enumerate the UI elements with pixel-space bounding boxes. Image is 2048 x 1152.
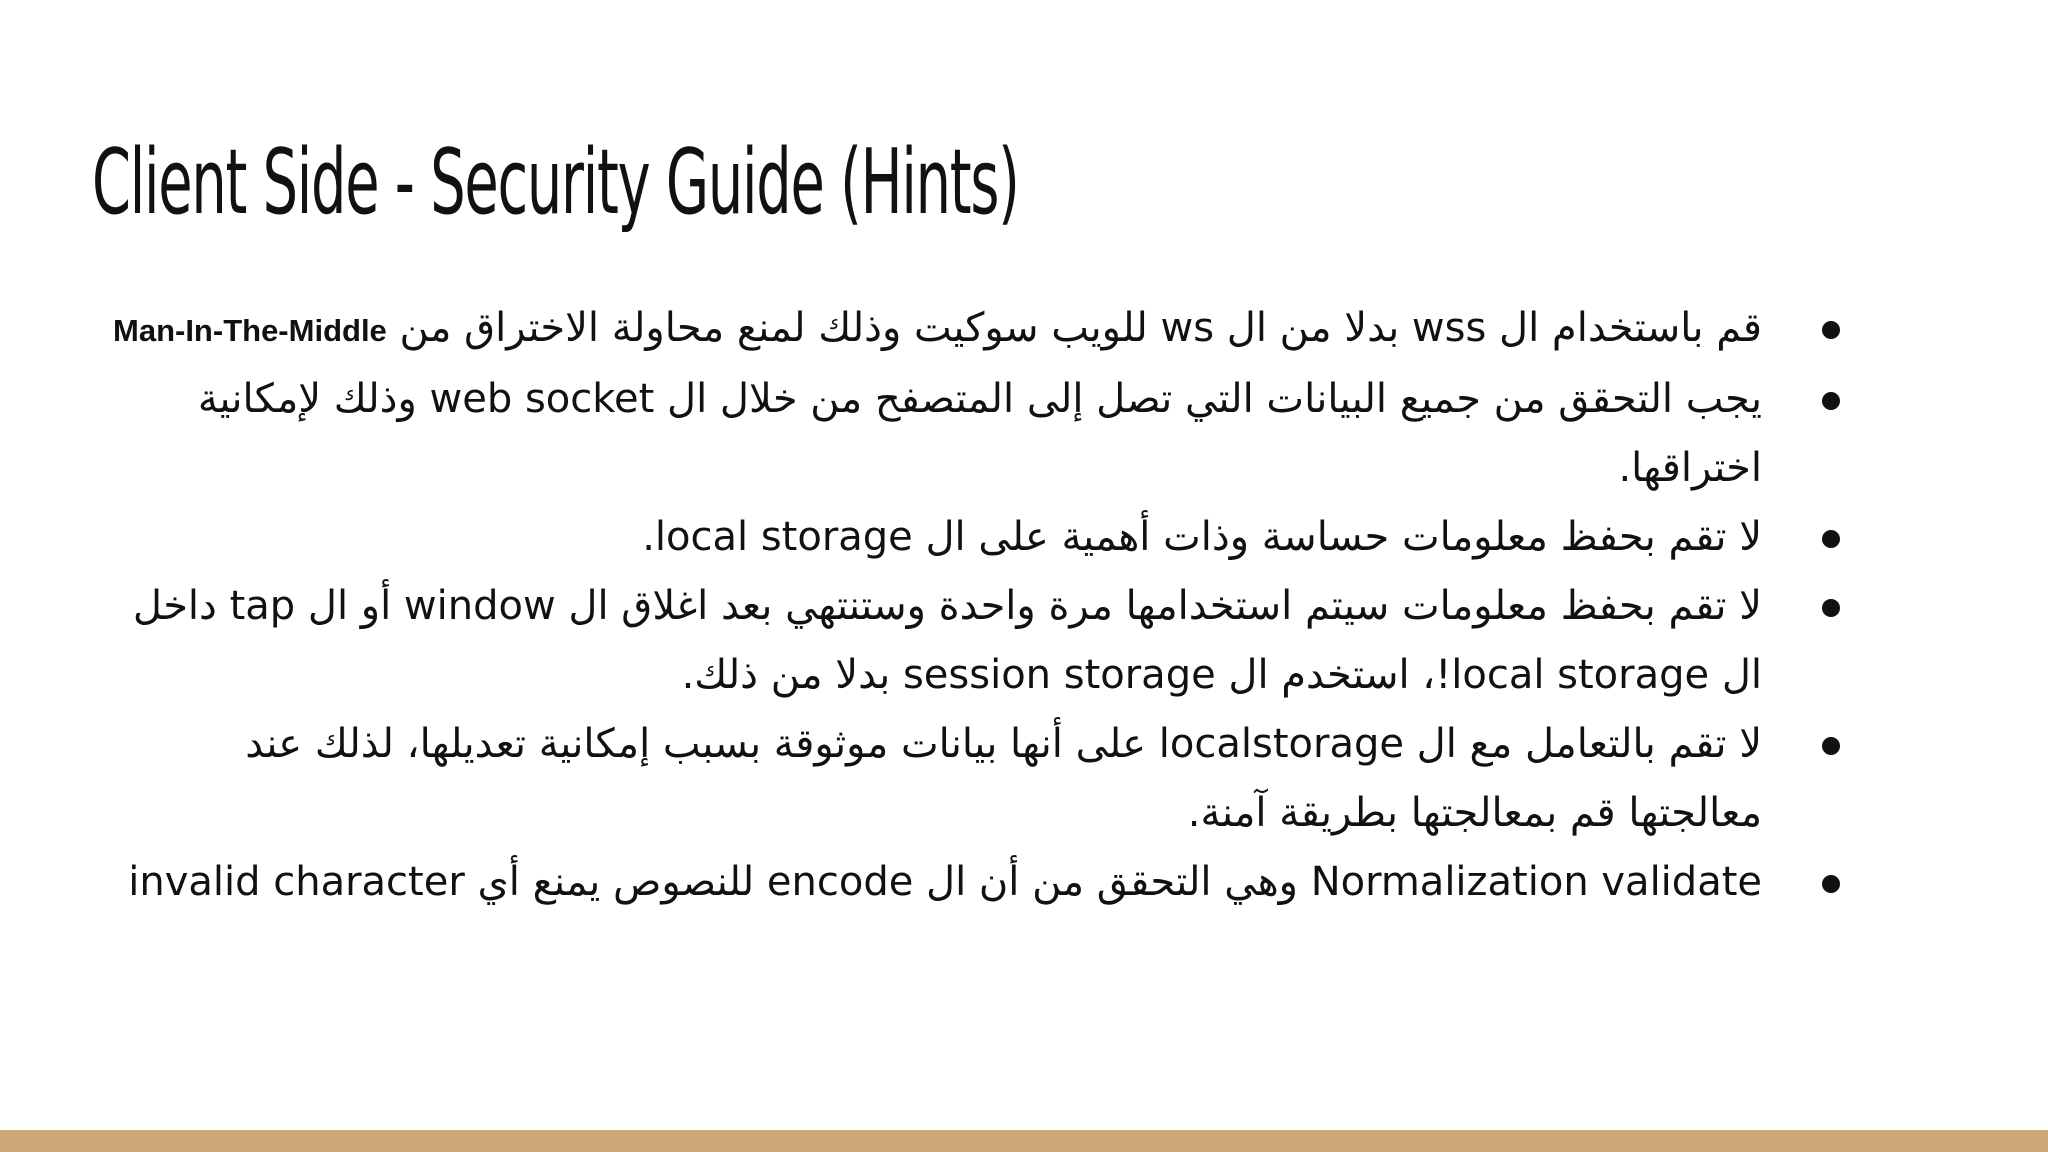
bullet-item — [100, 365, 1860, 503]
bullet-dot-icon — [1822, 392, 1840, 410]
bullet-text: لا تقم بالتعامل مع ال localstorage على أنها بيانات موثوقة بسبب إمكانية تعديلها، لذلك عند معالجتها قم بمعالجتها بطريقة آمنة. — [245, 721, 1762, 836]
bullet-item — [100, 710, 1860, 848]
bullet-text: لا تقم بحفظ معلومات سيتم استخدامها مرة واحدة وستنتهي بعد اغلاق ال window أو ال tap داخل ال local storage!، استخدم ال session storage بدلا من ذلك. — [132, 583, 1762, 698]
bullet-dot-icon — [1822, 737, 1840, 755]
bullet-item — [100, 572, 1860, 710]
bullet-text: Normalization validate وهي التحقق من أن ال encode للنصوص يمنع أي invalid character — [128, 859, 1762, 905]
bullet-list — [100, 294, 1860, 917]
bullet-dot-icon — [1822, 599, 1840, 617]
bullet-item — [100, 294, 1860, 365]
bullet-tail-text: Man-In-The-Middle — [113, 313, 387, 348]
bullet-dot-icon — [1822, 875, 1840, 893]
bullet-item — [100, 848, 1860, 917]
bullet-item — [100, 503, 1860, 572]
bullet-text: قم باستخدام ال wss بدلا من ال ws للويب سوكيت وذلك لمنع محاولة الاختراق من — [386, 305, 1762, 351]
bullet-dot-icon — [1822, 530, 1840, 548]
slide-title: Client Side - Security Guide (Hints) — [92, 130, 1019, 235]
bullet-text: لا تقم بحفظ معلومات حساسة وذات أهمية على ال local storage. — [642, 514, 1762, 560]
bullet-dot-icon — [1822, 321, 1840, 339]
footer-bar — [0, 1130, 2048, 1152]
bullet-text: يجب التحقق من جميع البيانات التي تصل إلى المتصفح من خلال ال web socket وذلك لإمكانية اختراقها. — [197, 376, 1762, 491]
